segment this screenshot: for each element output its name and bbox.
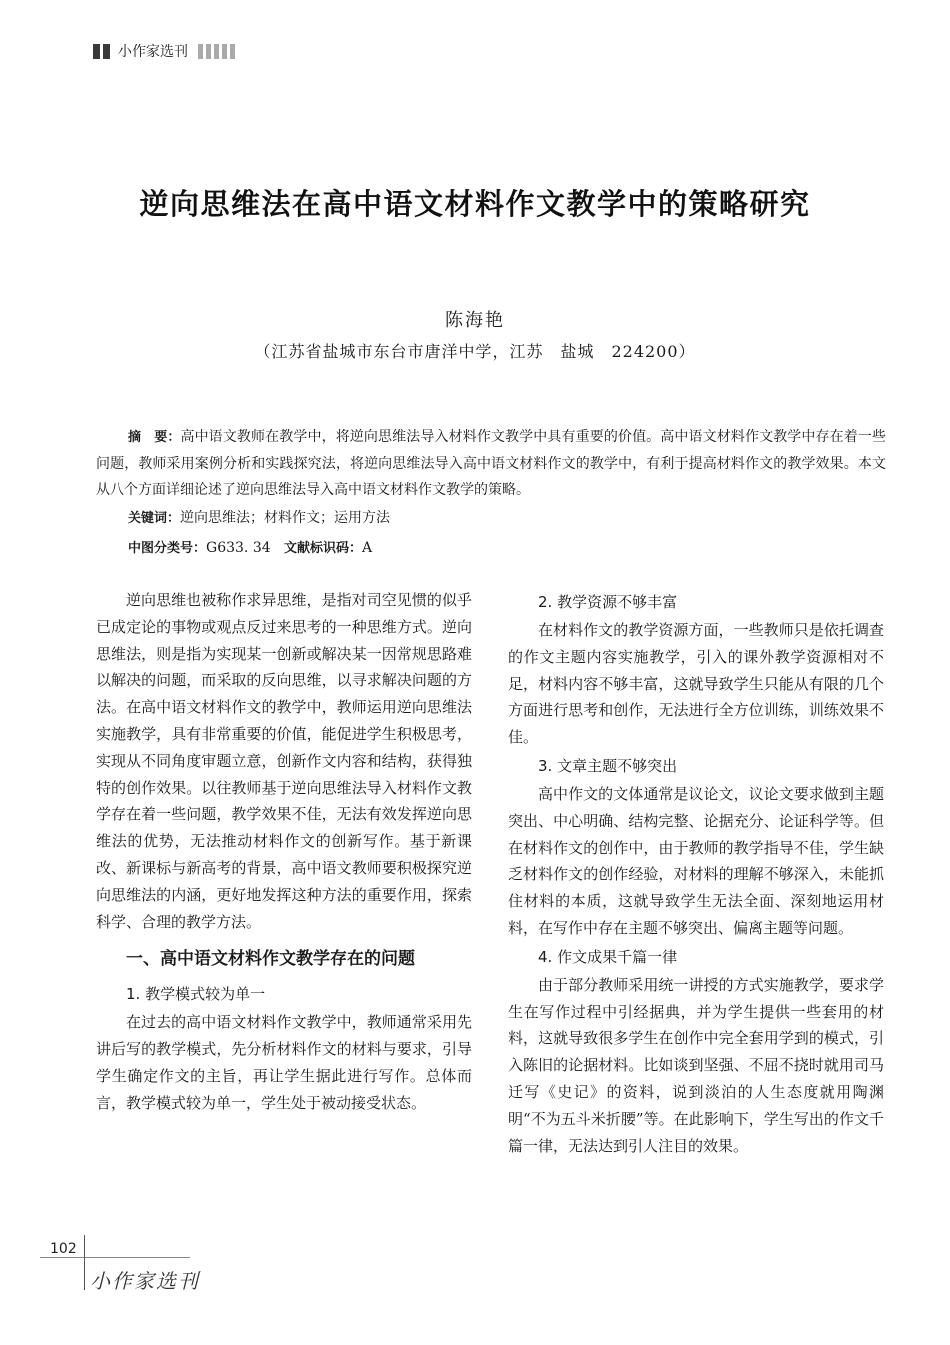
- author-name: 陈海艳: [445, 310, 505, 331]
- article-title: 逆向思维法在高中语文材料作文教学中的策略研究: [139, 187, 811, 221]
- author-affiliation: （江苏省盐城市东台市唐洋中学，江苏 盐城 224200）: [254, 342, 696, 361]
- intro-paragraph: 逆向思维也被称作求异思维，是指对司空见惯的似乎已成定论的事物或观点反过来思考的一种思维方式。逆向思维法，则是指为实现某一创新或解决某一因常规思路难以解决的问题，而采取的反向思维，以寻求解决问题的方法。在高中语文材料作文的教学中，教师运用逆向思维法实施教学，具有非常重要的价值，能促进学生积极思考，实现从不同角度审题立意，创新作文内容和结构，获得独特的创作效果。以往教师基于逆向思维法导入材料作文教学存在着一些问题，教学效果不佳，无法有效发挥逆向思维法的优势，无法推动材料作文的创新写作。基于新课改、新课标与新高考的背景，高中语文教师要积极探究逆向思维法的内涵，更好地发挥这种方法的重要作用，探索科学、合理的教学方法。: [96, 591, 472, 931]
- body-column-right: [508, 587, 884, 1159]
- journal-name: 小作家选刊: [118, 44, 188, 60]
- class-value: G633. 34: [206, 540, 271, 556]
- paragraph: 在过去的高中语文材料作文教学中，教师通常采用先讲后写的教学模式，先分析材料作文的材料与要求，引导学生确定作文的主旨，再让学生据此进行写作。总体而言，教学模式较为单一，学生处于被动接受状态。: [96, 1013, 472, 1112]
- header-decor-left: [93, 44, 110, 59]
- keywords-label: 关键词：: [128, 511, 181, 526]
- abstract-text: 高中语文教师在教学中，将逆向思维法导入材料作文教学中具有重要的价值。高中语文材料作文教学中存在着一些问题，教师采用案例分析和实践探究法，将逆向思维法导入高中语文材料作文的教学中，有利于提高材料作文的教学效果。本文从八个方面详细论述了逆向思维法导入高中语文材料作文教学的策略。: [96, 429, 886, 498]
- section-heading: 一、高中语文材料作文教学存在的问题: [126, 949, 415, 970]
- subsection-heading: 2. 教学资源不够丰富: [538, 593, 678, 611]
- class-label: 中图分类号：: [128, 541, 207, 556]
- keywords-text: 逆向思维法；材料作文；运用方法: [180, 510, 391, 526]
- header-decor-right: [198, 44, 235, 59]
- journal-logo: 小作家选刊: [90, 1269, 200, 1293]
- paragraph: 高中作文的文体通常是议论文，议论文要求做到主题突出、中心明确、结构完整、论据充分、论证科学等。但在材料作文的创作中，由于教师的教学指导不佳，学生缺乏材料作文的创作经验，对材料的理解不够深入，未能抓住材料的本质，这就导致学生无法全面、深刻地运用材料，在写作中存在主题不够突出、偏离主题等问题。: [508, 784, 884, 937]
- abstract-label: 摘 要：: [128, 430, 181, 445]
- page-number: 102: [50, 1241, 77, 1257]
- page-footer: [40, 1235, 200, 1295]
- keywords: [128, 507, 390, 527]
- subsection-heading: 1. 教学模式较为单一: [126, 985, 266, 1004]
- body-column-left: [96, 587, 472, 1117]
- subsection-heading: 3. 文章主题不够突出: [538, 756, 678, 775]
- footer-divider: [84, 1235, 85, 1290]
- paragraph: 由于部分教师采用统一讲授的方式实施教学，要求学生在写作过程中引经据典，并为学生提供一些套用的材料，这就导致很多学生在创作中完全套用学到的模式，引入陈旧的论据材料。比如谈到坚强、不屈不挠时就用司马迁写《史记》的资料，说到淡泊的人生态度就用陶渊明“不为五斗米折腰”等。在此影响下，学生写出的作文千篇一律，无法达到引人注目的效果。: [508, 975, 884, 1155]
- footer-rule: [40, 1257, 190, 1258]
- paragraph: 在材料作文的教学资源方面，一些教师只是依托调查的作文主题内容实施教学，引入的课外教学资源相对不足，材料内容不够丰富，这就导致学生只能从有限的几个方面进行思考和创作，无法进行全方位训练，训练效果不佳。: [508, 621, 884, 747]
- doc-code-value: A: [362, 540, 373, 556]
- classification: [128, 537, 372, 556]
- subsection-heading: 4. 作文成果千篇一律: [538, 947, 678, 966]
- doc-code-label: 文献标识码：: [284, 541, 363, 556]
- abstract: [96, 424, 886, 503]
- running-header: [93, 40, 235, 62]
